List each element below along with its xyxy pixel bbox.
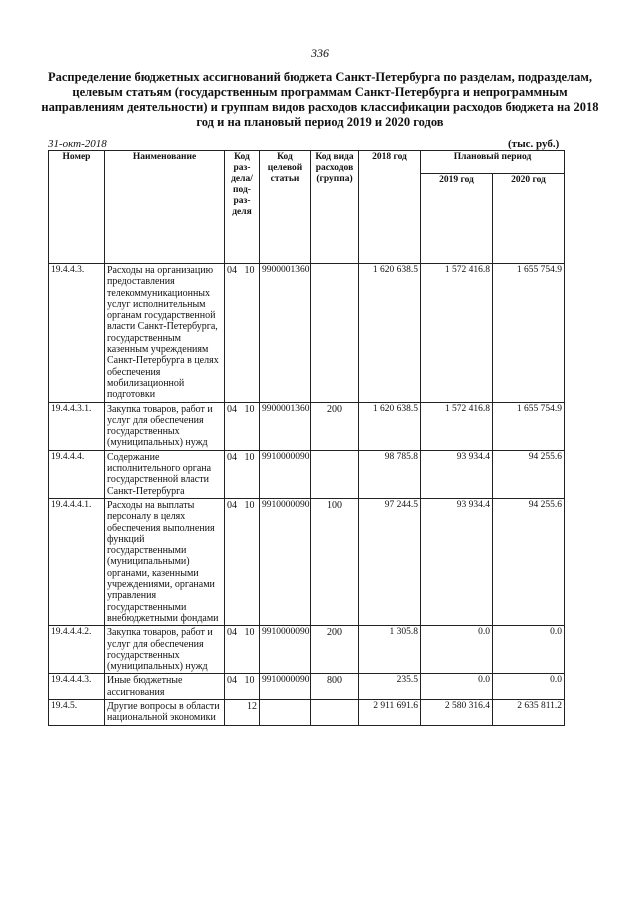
row-section-code: 04 xyxy=(227,451,237,463)
row-section-code: 04 xyxy=(227,403,237,415)
header-2019: 2019 год xyxy=(421,174,493,264)
header-target: Код целевой статьи xyxy=(260,151,311,264)
row-subsection-code: 10 xyxy=(244,675,255,687)
row-subsection-code: 10 xyxy=(244,265,255,276)
row-number: 19.4.4.4.2. xyxy=(49,626,105,674)
row-group xyxy=(311,450,359,498)
row-number: 19.4.4.3.1. xyxy=(49,402,105,450)
row-group: 800 xyxy=(311,674,359,700)
row-subsection-code: 10 xyxy=(244,451,255,463)
row-2020: 2 635 811.2 xyxy=(493,699,565,725)
row-section xyxy=(225,402,260,450)
header-number: Номер xyxy=(49,151,105,264)
row-name: Расходы на выплаты персоналу в целях обеспечения выполнения функций государственными (муниципальными) органами, казенными учреждениями, органами управления государственными внебюджетными фондами xyxy=(105,498,225,625)
row-2019: 0.0 xyxy=(421,674,493,700)
row-group: 200 xyxy=(311,626,359,674)
row-2018: 98 785.8 xyxy=(359,450,421,498)
row-number: 19.4.5. xyxy=(49,699,105,725)
header-2018: 2018 год xyxy=(359,151,421,264)
table-row xyxy=(49,699,565,725)
row-section xyxy=(225,699,260,725)
document-title: Распределение бюджетных ассигнований бюджета Санкт-Петербурга по разделам, подразделам, целевым статьям (государственным программам Санкт-Петербурга и непрограммным направлениям деятельности) и группам видов расходов классификации расходов бюджета на 2018 год и на плановый период 2019 и 2020 годов xyxy=(41,70,599,129)
row-group xyxy=(311,264,359,403)
row-section-code: 04 xyxy=(227,499,237,511)
row-2019: 1 572 416.8 xyxy=(421,264,493,403)
row-section xyxy=(225,450,260,498)
row-name: Закупка товаров, работ и услуг для обеспечения государственных (муниципальных) нужд xyxy=(105,626,225,674)
row-name: Другие вопросы в области национальной экономики xyxy=(105,699,225,725)
row-section xyxy=(225,674,260,700)
row-section-code: 04 xyxy=(227,265,237,276)
row-2019: 0.0 xyxy=(421,626,493,674)
row-number: 19.4.4.4.1. xyxy=(49,498,105,625)
row-name: Иные бюджетные ассигнования xyxy=(105,674,225,700)
row-target: 9900001360 xyxy=(260,402,311,450)
header-group: Код вида расходов (группа) xyxy=(311,151,359,264)
row-2018: 97 244.5 xyxy=(359,498,421,625)
row-name: Закупка товаров, работ и услуг для обеспечения государственных (муниципальных) нужд xyxy=(105,402,225,450)
row-2018: 1 620 638.5 xyxy=(359,402,421,450)
row-name: Содержание исполнительного органа государственной власти Санкт-Петербурга xyxy=(105,450,225,498)
row-2018: 2 911 691.6 xyxy=(359,699,421,725)
row-target: 9910000090 xyxy=(260,450,311,498)
table-row xyxy=(49,264,565,403)
row-2019: 93 934.4 xyxy=(421,498,493,625)
table-row xyxy=(49,402,565,450)
row-section xyxy=(225,626,260,674)
row-section xyxy=(225,498,260,625)
row-2018: 235.5 xyxy=(359,674,421,700)
row-subsection-code: 10 xyxy=(244,627,255,639)
header-planned-period: Плановый период xyxy=(421,151,565,174)
row-target: 9900001360 xyxy=(260,264,311,403)
row-subsection-code: 10 xyxy=(244,499,255,511)
row-target xyxy=(260,699,311,725)
row-group: 200 xyxy=(311,402,359,450)
row-target: 9910000090 xyxy=(260,498,311,625)
table-row xyxy=(49,498,565,625)
header-section: Код раз-дела/ под-раз-деля xyxy=(225,151,260,264)
table-row xyxy=(49,626,565,674)
row-2020: 94 255.6 xyxy=(493,450,565,498)
row-subsection-code: 12 xyxy=(247,700,257,712)
row-2018: 1 305.8 xyxy=(359,626,421,674)
row-2020: 0.0 xyxy=(493,674,565,700)
page-number: 336 xyxy=(311,46,329,60)
row-2020: 0.0 xyxy=(493,626,565,674)
table-row xyxy=(49,450,565,498)
row-section-code: 04 xyxy=(227,675,237,687)
table-row xyxy=(49,674,565,700)
document-date: 31-окт-2018 xyxy=(48,138,107,150)
row-name: Расходы на организацию предоставления телекоммуникационных услуг исполнительным органам государственной власти Санкт-Петербурга, государственным казенным учреждениям Санкт-Петербурга в целях обеспечения мобилизационной подготовки xyxy=(105,264,225,403)
row-2018: 1 620 638.5 xyxy=(359,264,421,403)
row-2020: 1 655 754.9 xyxy=(493,402,565,450)
row-number: 19.4.4.4.3. xyxy=(49,674,105,700)
row-number: 19.4.4.4. xyxy=(49,450,105,498)
row-group: 100 xyxy=(311,498,359,625)
row-2019: 1 572 416.8 xyxy=(421,402,493,450)
row-2019: 2 580 316.4 xyxy=(421,699,493,725)
row-2020: 94 255.6 xyxy=(493,498,565,625)
row-group xyxy=(311,699,359,725)
row-2020: 1 655 754.9 xyxy=(493,264,565,403)
row-number: 19.4.4.3. xyxy=(49,264,105,403)
header-name: Наименование xyxy=(105,151,225,264)
budget-table xyxy=(48,150,565,726)
row-section-code: 04 xyxy=(227,627,237,639)
unit-label: (тыс. руб.) xyxy=(508,138,560,150)
row-target: 9910000090 xyxy=(260,626,311,674)
row-section xyxy=(225,264,260,403)
row-target: 9910000090 xyxy=(260,674,311,700)
row-subsection-code: 10 xyxy=(244,403,255,415)
header-2020: 2020 год xyxy=(493,174,565,264)
row-2019: 93 934.4 xyxy=(421,450,493,498)
